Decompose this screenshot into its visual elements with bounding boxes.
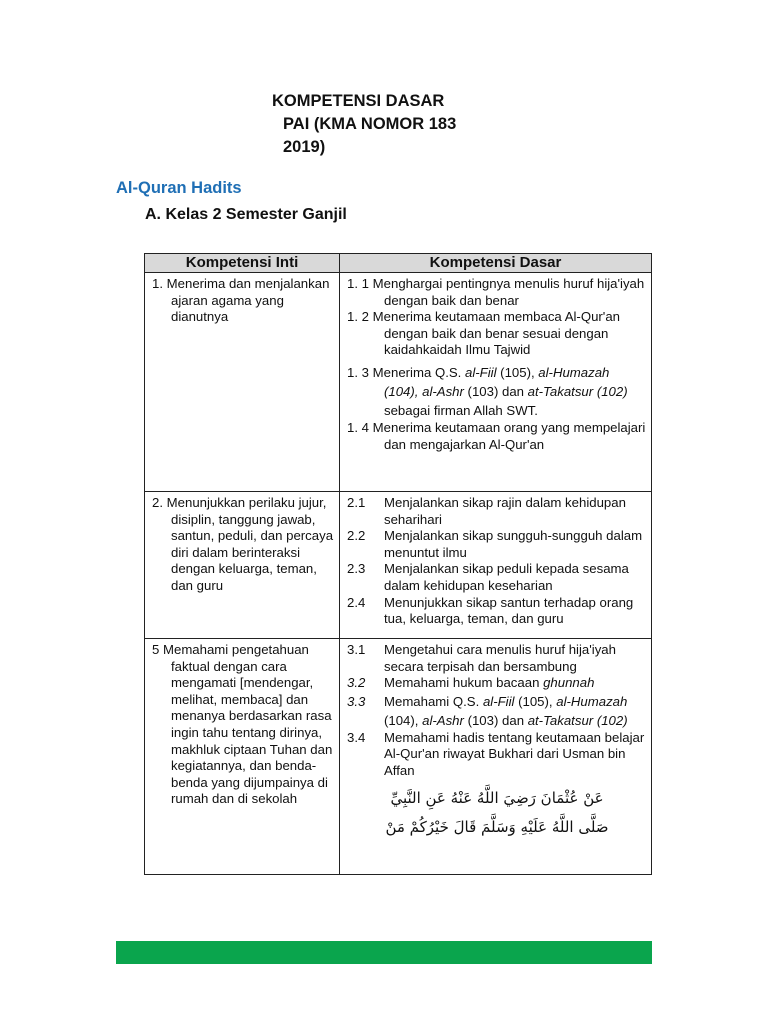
kd-item [347, 363, 647, 420]
ki-cell [145, 492, 340, 639]
kd-surah-name: al-Fiil [482, 693, 515, 709]
kd-text-part: Memahami Q.S. [384, 693, 483, 709]
kd-number: 2.3 [347, 561, 366, 577]
document-title [272, 90, 456, 159]
kd-number: 3.3 [347, 693, 366, 709]
kd-surah-name: al-Humazah [556, 693, 628, 709]
kd-cell [340, 639, 652, 875]
title-line-2: PAI (KMA NOMOR 183 [283, 115, 457, 133]
kd-text-part: (104), [384, 712, 423, 728]
kd-surah-name: at-Takatsur (102) [527, 383, 628, 399]
kd-number: 3.2 [347, 675, 366, 691]
kd-text: Menunjukkan sikap santun terhadap orang tua, keluarga, teman, dan guru [384, 594, 634, 627]
ki-text: 1. Menerima dan menjalankan ajaran agama yang dianutnya [152, 276, 330, 325]
arabic-line-2: صَلَّى اللَّهُ عَلَيْهِ وَسَلَّمَ قَالَ خَيْرُكُمْ مَنْ [385, 817, 609, 836]
kd-text: Mengetahui cara menulis huruf hija'iyah secara terpisah dan bersambung [384, 642, 616, 674]
subsection-heading: A. Kelas 2 Semester Ganjil [145, 206, 347, 223]
kd-surah-name: al-Fiil [465, 364, 497, 380]
kd-text: Menjalankan sikap peduli kepada sesama dalam kehidupan keseharian [384, 561, 629, 593]
kd-term: ghunnah [543, 675, 595, 691]
kd-number: 2.1 [347, 495, 366, 510]
kd-text: (105), [496, 364, 539, 380]
kd-text: Memahami hadis tentang keutamaan belajar Al-Qur'an riwayat Bukhari dari Usman bin Affan [384, 729, 645, 778]
kd-text-part: (105), [514, 693, 557, 709]
kd-text: 1. 3 Menerima Q.S. [347, 364, 465, 380]
kd-item [347, 528, 647, 561]
header-kompetensi-dasar: Kompetensi Dasar [340, 254, 652, 273]
kd-item [347, 561, 647, 594]
kd-item [347, 495, 647, 528]
title-line-1: KOMPETENSI DASAR [272, 92, 445, 110]
section-heading: Al-Quran Hadits [116, 179, 242, 197]
title-line-3: 2019) [283, 138, 326, 156]
kd-text: (103) dan [463, 383, 528, 399]
kd-item: 1. 2 Menerima keutamaan membaca Al-Qur'an dengan baik dan benar sesuai dengan kaidahkaidah Ilmu Tajwid [347, 309, 620, 358]
ki-text: 2. Menunjukkan perilaku jujur, disiplin, tanggung jawab, santun, peduli, dan percaya diri dalam berinteraksi dengan keluarga, teman, dan guru [152, 495, 334, 593]
table-row [145, 492, 652, 639]
kd-text [384, 692, 647, 730]
kd-item [347, 595, 647, 628]
table-header-row [145, 254, 652, 273]
kd-item [347, 675, 647, 692]
competency-table [144, 253, 652, 875]
kd-item [347, 642, 647, 675]
kd-text: Menjalankan sikap rajin dalam kehidupan seharihari [384, 495, 626, 527]
kd-item [347, 730, 647, 780]
kd-surah-name: al-Ashr [422, 712, 464, 728]
kd-number: 3.4 [347, 729, 366, 745]
kd-item [347, 692, 647, 730]
table-row [145, 639, 652, 875]
table-row [145, 273, 652, 492]
kd-cell [340, 273, 652, 492]
kd-text-part: Memahami hukum bacaan [384, 675, 544, 691]
kd-number: 2.4 [347, 594, 366, 610]
ki-cell [145, 273, 340, 492]
kd-number: 3.1 [347, 642, 366, 657]
arabic-line-1: عَنْ عُثْمَانَ رَضِيَ اللَّهُ عَنْهُ عَنِ النَّبِيِّ [390, 788, 604, 807]
kd-cell [340, 492, 652, 639]
kd-surah-name: at-Takatsur (102) [527, 712, 628, 728]
header-kompetensi-inti: Kompetensi Inti [145, 254, 340, 273]
kd-text [384, 675, 647, 692]
kd-text: Menjalankan sikap sungguh-sungguh dalam menuntut ilmu [384, 528, 643, 560]
kd-text-part: (103) dan [463, 712, 528, 728]
hadith-arabic-text [347, 784, 647, 842]
kd-text: sebagai firman Allah SWT. [384, 402, 538, 418]
ki-text: 5 Memahami pengetahuan faktual dengan cara mengamati [mendengar, melihat, membaca] dan menanya berdasarkan rasa ingin tahu tentang dirinya, makhluk ciptaan Tuhan dan kegiatannya, dan benda-benda yang dijumpainya di rumah dan di sekolah [152, 642, 333, 807]
ki-cell [145, 639, 340, 875]
kd-item: 1. 1 Menghargai pentingnya menulis huruf hija'iyah dengan baik dan benar [347, 276, 645, 308]
kd-number: 2.2 [347, 528, 366, 544]
kd-surah-name: al-Humazah (104), al-Ashr [384, 364, 610, 399]
footer-green-bar [116, 941, 652, 964]
kd-item: 1. 4 Menerima keutamaan orang yang mempelajari dan mengajarkan Al-Qur'an [347, 419, 646, 452]
